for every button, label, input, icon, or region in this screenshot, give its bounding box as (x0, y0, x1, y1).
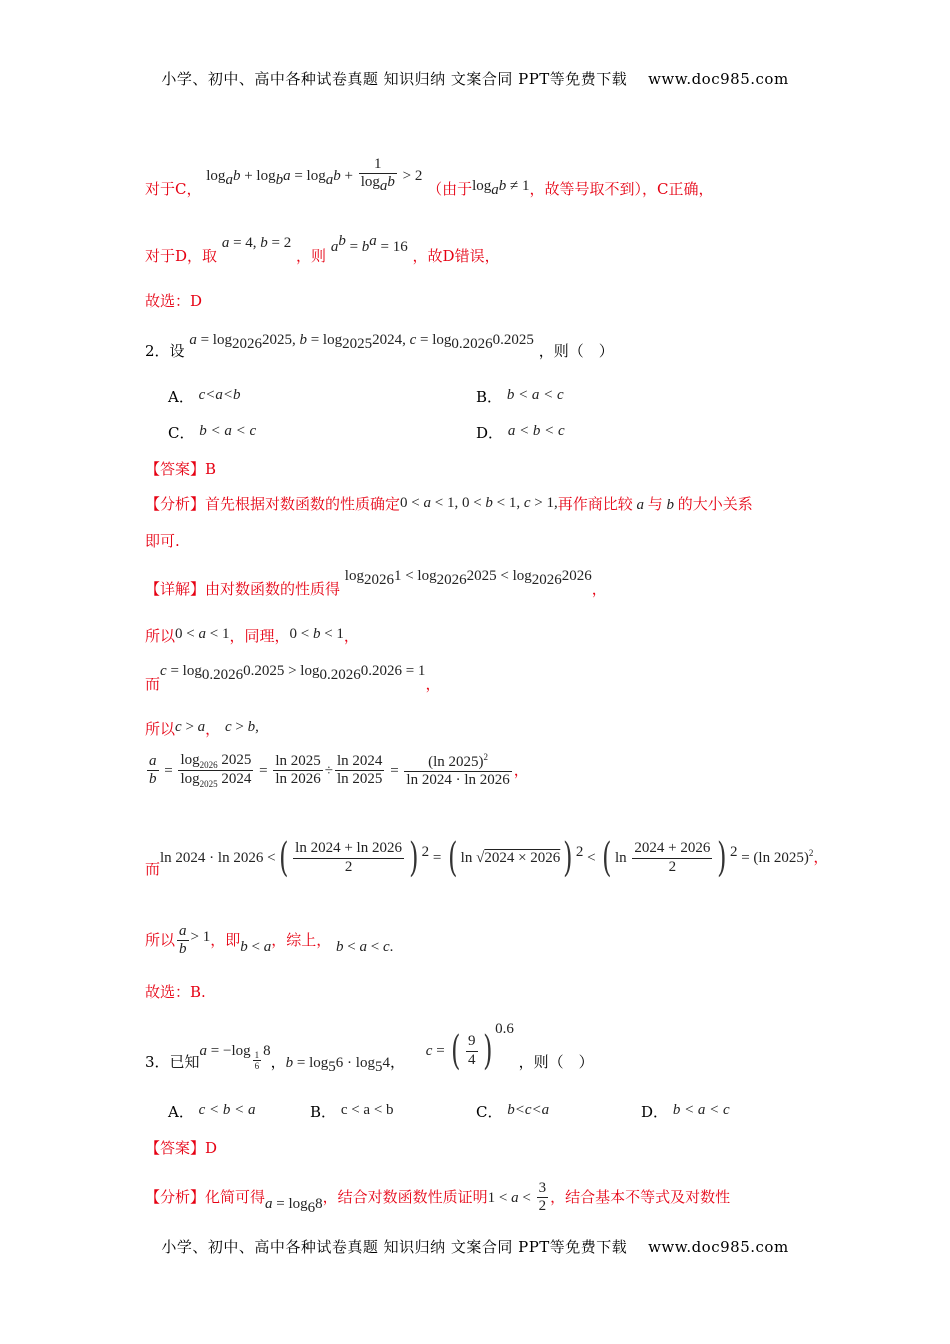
question-3-label: 3．已知 (145, 1053, 200, 1071)
option-c-formula: $\log_ab + \log_ba = \log_ab$ + $\frac{1}{\log_ab}$ > 2 (206, 156, 423, 195)
q2-analysis-line2: 即可. (145, 532, 180, 550)
q2-detail: 【详解】由对数函数的性质得 $\log_{2026}1 < \log_{2026}2025 < \log_{2026}2026$， (145, 568, 607, 598)
q2-step-1: 所以0 < a < 1，同理，0 < b < 1， (145, 626, 359, 645)
option-c-line (145, 156, 714, 210)
q2-option-b-label: B． (476, 388, 503, 406)
q2-option-c[interactable]: C． b < a < c (168, 423, 257, 442)
q2-analysis-label: 【分析】首先根据对数函数的性质确定 (145, 495, 401, 513)
choose-answer-1: 故选：D (145, 292, 203, 310)
question-2-tail: ，则（ ） (538, 342, 614, 360)
option-c-note-formula: $\log_ab \ne 1$ (472, 177, 530, 198)
option-c-note-close: ，故等号取不到），C正确， (529, 179, 714, 198)
q2-analysis: 【分析】首先根据对数函数的性质确定0 < a < 1, 0 < b < 1, c > 1,再作商比较 a 与 b 的大小关系 (145, 495, 753, 513)
q3-option-d-label: D． (641, 1103, 669, 1121)
q3-option-c-label: C． (476, 1103, 503, 1121)
question-2-stem (145, 332, 614, 365)
q3-option-a[interactable]: A． c < b < a (168, 1102, 256, 1121)
q2-option-a-label: A． (168, 388, 194, 406)
q2-detail-formula: $\log_{2026}1 < \log_{2026}2025 < \log_{2026}2026$ (344, 568, 592, 588)
q3-option-c[interactable]: C． b<c<a (476, 1102, 550, 1121)
option-d-conclusion: ，故D错误， (412, 247, 500, 265)
question-3-tail: ，则（ ） (518, 1053, 594, 1071)
option-d-then: ，则 (296, 247, 327, 265)
page-footer: 小学、初中、高中各种试卷真题 知识归纳 文案合同 PPT等免费下载 www.doc985.com (161, 1238, 789, 1256)
q2-analysis-formula: 0 < a < 1, 0 < b < 1, c > 1, (400, 495, 558, 511)
q2-detail-label: 【详解】由对数函数的性质得 (145, 580, 341, 598)
q2-option-c-label: C． (168, 424, 195, 442)
q3-option-d[interactable]: D． b < a < c (641, 1102, 730, 1121)
q2-step-4: $\frac{a}{b}$ = $\frac{\log_{2026} 2025}{\log_{2025} 2024}$ = $\frac{\ln 2025}{\ln 2026}$ ÷ $\frac{\ln 2024}{\ln 2025}$ = $\frac{(\ln 2025)^2}{\ln 2024 \cdot \ln 2026}$ ， (149, 752, 529, 790)
q3-option-b-label: B． (310, 1103, 337, 1121)
q2-choose: 故选：B. (145, 983, 206, 1001)
option-d-choice: a = 4, b = 2 (221, 235, 292, 251)
question-2-formula: $a = \log_{2026}2025$, $b = \log_{2025}2024$, $c = \log_{0.2026}0.2025$ (189, 332, 534, 352)
q2-option-d-label: D． (476, 424, 504, 442)
q3-option-b[interactable]: B． c < a < b (310, 1102, 394, 1121)
question-3-stem: 3．已知a = −log $\frac{1}{6}$ 8，$b = \log_56 \cdot \log_54$， c = ( $\frac{9}{4}$ ) $^{0.6}$ ，则（ ） (145, 1021, 594, 1075)
q3-analysis-label: 【分析】化简可得 (145, 1187, 266, 1206)
q2-answer: 【答案】B (145, 460, 217, 478)
question-2-label: 2．设 (145, 342, 185, 360)
page-header: 小学、初中、高中各种试卷真题 知识归纳 文案合同 PPT等免费下载 www.doc985.com (161, 70, 789, 88)
q3-analysis: 【分析】化简可得$a = \log_68$，结合对数函数性质证明1 < a < $\frac{3}{2}$ ，结合基本不等式及对数性 (145, 1180, 731, 1216)
q3-answer: 【答案】D (145, 1139, 218, 1157)
option-c-label: 对于C， (145, 179, 202, 198)
q3-option-a-label: A． (168, 1103, 194, 1121)
q2-option-b[interactable]: B． b < a < c (476, 387, 564, 406)
option-c-note-open: （由于 (427, 179, 473, 198)
option-d-label: 对于D，取 (145, 247, 218, 265)
q2-option-a[interactable]: A． c<a<b (168, 387, 241, 406)
q2-step-6: 所以 $\frac{a}{b}$ > 1，即b < a，综上， b < a < c. (145, 923, 394, 958)
option-d-line (145, 233, 500, 266)
q2-step-5: 而ln 2024 · ln 2026 <( $\frac{\ln 2024 + \ln 2026}{2}$ ) $^2$ = ( ln √2024 × 2026) $^2$ < ( ln $\frac{2024 + 2026}{2}$ ) $^2$ = (ln 2025)$^2$， (145, 835, 829, 881)
q2-step-3: 所以c > a， c > b, (145, 719, 259, 738)
q2-option-d[interactable]: D． a < b < c (476, 423, 565, 442)
option-d-result: $a^b = b^a = 16$ (330, 233, 408, 255)
q2-step-2: 而$c = \log_{0.2026}0.2025 > \log_{0.2026}0.2026 = 1$， (145, 663, 441, 693)
